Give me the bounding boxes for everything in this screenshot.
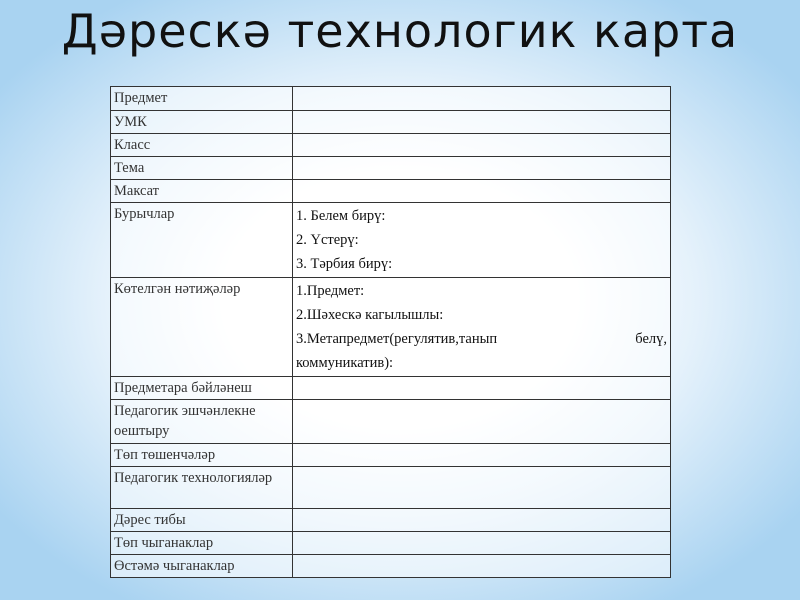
task-line-3: 3. Тәрбия бирү: xyxy=(296,256,393,272)
row-label-lesson-type: Дәрес тибы xyxy=(111,509,293,532)
table-row xyxy=(111,203,671,278)
row-value-lesson-type[interactable] xyxy=(293,509,671,532)
table-row xyxy=(111,377,671,400)
row-label-pedagogical-activity: Педагогик эшчәнлекне оештыру xyxy=(111,400,293,444)
result-line-1: 1.Предмет: xyxy=(296,283,365,299)
result-line-3-end: белү, xyxy=(635,331,667,347)
row-value-topic[interactable] xyxy=(293,157,671,180)
table-row xyxy=(111,87,671,111)
row-label-topic: Тема xyxy=(111,157,293,180)
table-row xyxy=(111,444,671,467)
row-label-additional-sources: Өстәмә чыганаклар xyxy=(111,555,293,578)
row-label-umk: УМК xyxy=(111,111,293,134)
row-label-expected-results: Көтелгән нәтиҗәләр xyxy=(111,278,293,377)
row-label-interdisciplinary-links: Предметара бәйләнеш xyxy=(111,377,293,400)
table-row xyxy=(111,111,671,134)
row-label-goal: Максат xyxy=(111,180,293,203)
row-value-tasks[interactable] xyxy=(293,203,671,278)
row-label-tasks: Бурычлар xyxy=(111,203,293,278)
technological-map-table xyxy=(110,86,671,578)
row-value-subject[interactable] xyxy=(293,87,671,111)
slide-title: Дәрескә технологик карта xyxy=(61,4,739,58)
result-line-3 xyxy=(296,327,667,351)
table-row xyxy=(111,134,671,157)
row-value-pedagogical-activity[interactable] xyxy=(293,400,671,444)
row-label-main-sources: Төп чыганаклар xyxy=(111,532,293,555)
table-row xyxy=(111,467,671,509)
row-value-pedagogical-technologies[interactable] xyxy=(293,467,671,509)
table-row xyxy=(111,400,671,444)
task-line-2: 2. Үстерү: xyxy=(296,232,359,248)
row-value-additional-sources[interactable] xyxy=(293,555,671,578)
row-value-expected-results[interactable] xyxy=(293,278,671,377)
row-value-class[interactable] xyxy=(293,134,671,157)
row-label-subject: Предмет xyxy=(111,87,293,111)
table-row xyxy=(111,555,671,578)
table-row xyxy=(111,180,671,203)
table-row xyxy=(111,509,671,532)
result-line-2: 2.Шәхескә кагылышлы: xyxy=(296,307,444,323)
row-value-umk[interactable] xyxy=(293,111,671,134)
row-value-goal[interactable] xyxy=(293,180,671,203)
table-row xyxy=(111,157,671,180)
row-label-key-concepts: Төп төшенчәләр xyxy=(111,444,293,467)
task-line-1: 1. Белем бирү: xyxy=(296,208,386,224)
table-row xyxy=(111,278,671,377)
result-line-3-start: 3.Метапредмет(регулятив,танып xyxy=(296,331,498,347)
row-label-class: Класс xyxy=(111,134,293,157)
result-line-4: коммуникатив): xyxy=(296,355,394,371)
row-value-key-concepts[interactable] xyxy=(293,444,671,467)
table-row xyxy=(111,532,671,555)
row-value-main-sources[interactable] xyxy=(293,532,671,555)
row-label-pedagogical-technologies: Педагогик технологияләр xyxy=(111,467,293,509)
row-value-interdisciplinary-links[interactable] xyxy=(293,377,671,400)
